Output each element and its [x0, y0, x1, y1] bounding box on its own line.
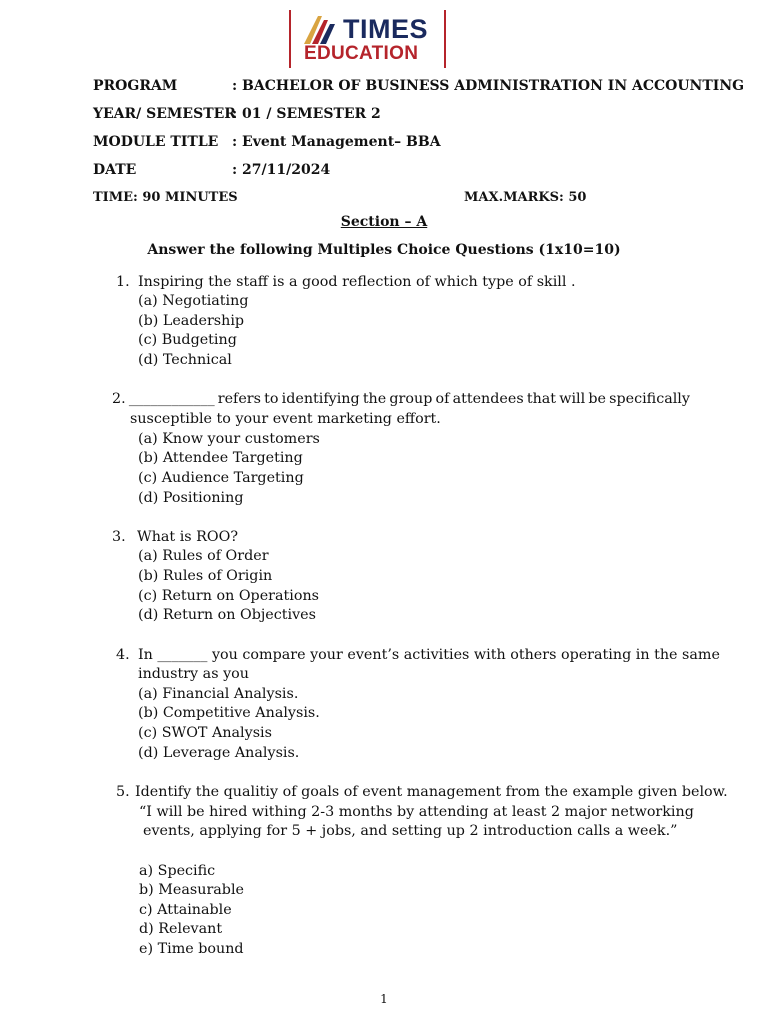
option: b) Measurable [139, 882, 244, 898]
logo-right-rule [444, 10, 446, 68]
question-word: group [389, 391, 433, 407]
option: a) Specific [139, 863, 216, 879]
section-title-text: Section – A [340, 214, 428, 230]
question-text: In _______ you compare your event’s activities with others operating in the same [138, 647, 720, 663]
section-instruction: Answer the following Multiples Choice Questions (1x10=10) [147, 242, 621, 258]
option: d) Relevant [139, 921, 223, 937]
question-text: Inspiring the staff is a good reflection of which type of skill . [138, 274, 576, 290]
year-value: : 01 / SEMESTER 2 [232, 106, 381, 122]
module-value: : Event Management– BBA [232, 134, 441, 150]
question-number: 3. [112, 529, 126, 545]
question-word: be [588, 391, 606, 407]
page-number: 1 [380, 992, 388, 1006]
section-title [0, 214, 768, 230]
option: (a) Negotiating [138, 293, 249, 309]
question-number: 1. [116, 274, 130, 290]
question-word: ____________ [128, 391, 215, 407]
question-word: specifically [609, 391, 690, 407]
program-label: PROGRAM [93, 78, 178, 94]
question-quote-line: “I will be hired withing 2-3 months by attending at least 2 major networking [139, 804, 694, 820]
question-text-line [112, 391, 690, 407]
year-label: YEAR/ SEMESTER [93, 106, 236, 122]
question-number: 4. [116, 647, 130, 663]
logo-left-rule [289, 10, 291, 68]
question-quote-line: events, applying for 5 + jobs, and setting up 2 introduction calls a week.” [143, 823, 678, 839]
program-value: : BACHELOR OF BUSINESS ADMINISTRATION IN ACCOUNTING [232, 78, 745, 94]
question-word: refers [217, 391, 261, 407]
question-word: the [362, 391, 387, 407]
question-number: 5. [116, 784, 130, 800]
option: (b) Leadership [138, 313, 245, 329]
option: (b) Attendee Targeting [138, 450, 303, 466]
option: (d) Leverage Analysis. [138, 745, 300, 761]
logo-mark-icon [302, 10, 340, 46]
question-word: of [435, 391, 450, 407]
option: (a) Financial Analysis. [138, 686, 299, 702]
module-label: MODULE TITLE [93, 134, 219, 150]
option: (c) SWOT Analysis [138, 725, 272, 741]
option: (a) Rules of Order [138, 548, 269, 564]
question-text-continued: industry as you [138, 666, 249, 682]
option: (d) Technical [138, 352, 232, 368]
date-label: DATE [93, 162, 137, 178]
option: c) Attainable [139, 902, 232, 918]
question-text-continued: susceptible to your event marketing effort. [130, 411, 441, 427]
option: (b) Rules of Origin [138, 568, 273, 584]
option: (c) Return on Operations [138, 588, 319, 604]
question-word: identifying [281, 391, 360, 407]
question-word: to [264, 391, 279, 407]
question-word: attendees [452, 391, 524, 407]
question-text: Identify the qualitiy of goals of event management from the example given below. [135, 784, 728, 800]
option: (c) Budgeting [138, 332, 237, 348]
option: (d) Positioning [138, 490, 244, 506]
option: (a) Know your customers [138, 431, 320, 447]
question-word: that [526, 391, 557, 407]
time-info: TIME: 90 MINUTES [93, 190, 238, 205]
option: (d) Return on Objectives [138, 607, 316, 623]
question-text: What is ROO? [137, 529, 239, 545]
logo-brand-top: TIMES [343, 14, 429, 44]
date-value: : 27/11/2024 [232, 162, 331, 178]
logo-brand-bottom: EDUCATION [304, 43, 419, 64]
option: (c) Audience Targeting [138, 470, 304, 486]
option: e) Time bound [139, 941, 244, 957]
question-word: will [559, 391, 586, 407]
max-marks: MAX.MARKS: 50 [464, 190, 587, 205]
option: (b) Competitive Analysis. [138, 705, 320, 721]
question-number: 2. [112, 391, 126, 407]
